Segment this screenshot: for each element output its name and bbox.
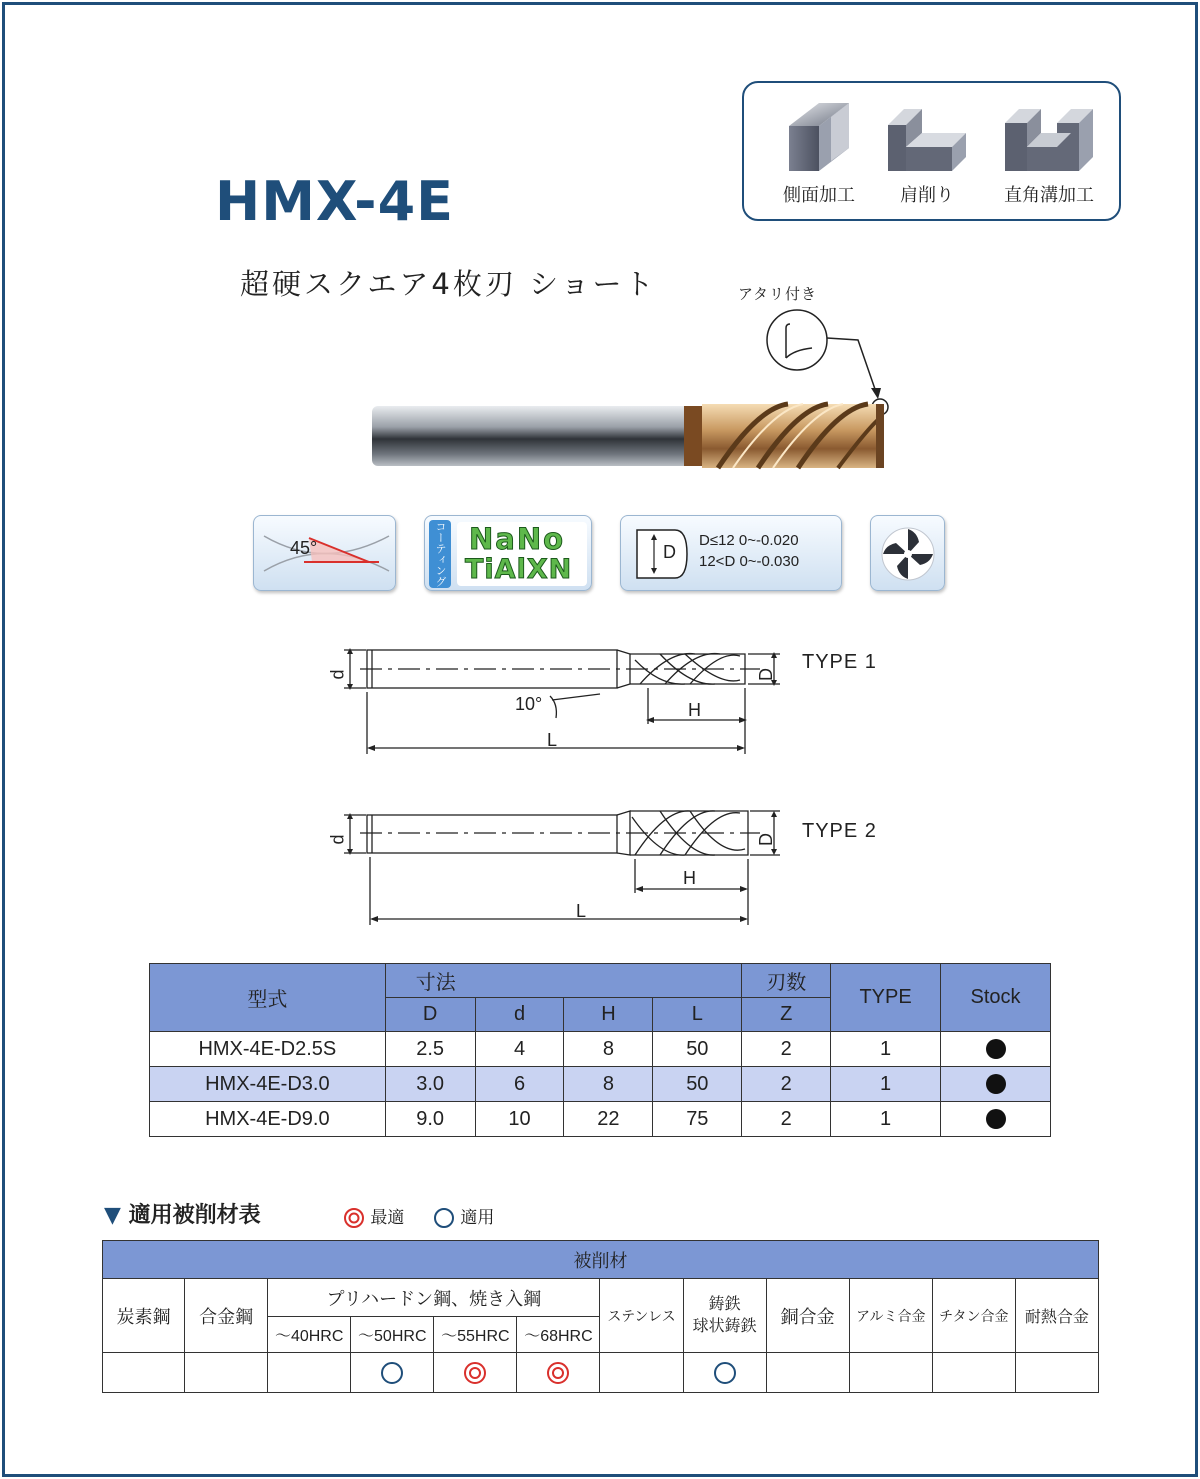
header-dimensions: 寸法 [385, 964, 742, 998]
cell-model: HMX-4E-D3.0 [150, 1067, 386, 1102]
type2-drawing [327, 805, 790, 930]
tolerance-line: D≤12 0~-0.020 [699, 532, 799, 549]
header-Z: Z [742, 998, 831, 1032]
slotting-icon [1001, 101, 1097, 173]
header-H: H [564, 998, 653, 1032]
cell-type: 1 [831, 1032, 941, 1067]
coating-line1: NaNo [469, 522, 566, 556]
cell-stock [941, 1102, 1051, 1137]
rating-cast-iron [683, 1353, 766, 1393]
side-milling-icon [779, 101, 859, 173]
legend-ok-label: 適用 [460, 1208, 495, 1228]
tolerance-badge [620, 515, 842, 591]
rating-68hrc [517, 1353, 600, 1393]
product-title: HMX-4E [215, 170, 455, 233]
col-aluminum-alloy: アルミ合金 [849, 1279, 932, 1353]
cell-L: 50 [653, 1032, 742, 1067]
rating-row [103, 1353, 1099, 1393]
type1-drawing [327, 640, 790, 760]
type1-H-label: H [688, 700, 701, 720]
col-50hrc: ～50HRC [351, 1317, 434, 1353]
rating-alloy-steel [185, 1353, 268, 1393]
cell-d: 4 [475, 1032, 564, 1067]
type2-d-label: d [327, 834, 348, 845]
triangle-down-icon: ▼ [104, 1203, 121, 1228]
cell-d: 10 [475, 1102, 564, 1137]
header-model: 型式 [150, 964, 386, 1032]
application-label: 直角溝加工 [1004, 185, 1094, 206]
header-D: D [385, 998, 475, 1032]
four-flute-icon [871, 516, 946, 592]
cell-stock [941, 1067, 1051, 1102]
rating-copper-alloy [766, 1353, 849, 1393]
col-cast-iron [683, 1279, 766, 1353]
type2-D-label: D [756, 833, 776, 846]
col-55hrc: ～55HRC [434, 1317, 517, 1353]
application-label: 側面加工 [783, 185, 855, 206]
legend-best [343, 1203, 404, 1229]
col-titanium-alloy: チタン合金 [932, 1279, 1015, 1353]
tolerance-symbol: D [663, 542, 676, 562]
application-label: 肩削り [900, 185, 954, 206]
type1-label: TYPE 1 [802, 651, 877, 673]
header-flutes: 刃数 [742, 964, 831, 998]
cell-D: 3.0 [385, 1067, 475, 1102]
cell-D: 2.5 [385, 1032, 475, 1067]
materials-heading [104, 1198, 261, 1229]
col-40hrc: ～40HRC [268, 1317, 351, 1353]
col-68hrc: ～68HRC [517, 1317, 600, 1353]
double-circle-icon [463, 1361, 487, 1385]
cell-Z: 2 [742, 1067, 831, 1102]
coating-line2: TiAlXN [465, 554, 573, 585]
application-panel [742, 81, 1121, 221]
circle-icon [380, 1361, 404, 1385]
coating-label: コーティング [429, 520, 451, 588]
coating-badge [424, 515, 592, 591]
cell-L: 75 [653, 1102, 742, 1137]
legend-ok [433, 1203, 494, 1229]
col-cast-iron-line1: 鋳鉄 [708, 1295, 741, 1313]
double-circle-icon [546, 1361, 570, 1385]
cell-Z: 2 [742, 1102, 831, 1137]
double-circle-icon [343, 1207, 365, 1229]
atari-label: アタリ付き [738, 285, 817, 303]
col-stainless: ステンレス [600, 1279, 683, 1353]
col-cast-iron-line2: 球状鋳鉄 [692, 1317, 757, 1335]
rating-stainless [600, 1353, 683, 1393]
col-carbon-steel: 炭素鋼 [103, 1279, 185, 1353]
type1-D-label: D [756, 668, 776, 681]
type2-L-label: L [576, 901, 587, 921]
tolerance-line: 12<D 0~-0.030 [699, 553, 800, 570]
stock-dot-icon [986, 1039, 1006, 1059]
application-side-milling [764, 101, 874, 207]
end-mill-image [368, 398, 898, 473]
cell-D: 9.0 [385, 1102, 475, 1137]
type2-label: TYPE 2 [802, 820, 877, 842]
rating-heat-resistant-alloy [1015, 1353, 1098, 1393]
product-subtitle: 超硬スクエア4枚刃 ショート [240, 267, 657, 301]
rating-carbon-steel [103, 1353, 185, 1393]
rating-titanium-alloy [932, 1353, 1015, 1393]
header-stock: Stock [941, 964, 1051, 1032]
col-hardened-steel: プリハードン鋼、焼き入鋼 [268, 1279, 600, 1317]
type1-d-label: d [327, 669, 348, 680]
cell-H: 22 [564, 1102, 653, 1137]
rating-50hrc [351, 1353, 434, 1393]
table-row [150, 1067, 1051, 1102]
stock-dot-icon [986, 1109, 1006, 1129]
materials-table [102, 1240, 1099, 1393]
cell-type: 1 [831, 1102, 941, 1137]
helix-angle-badge [253, 515, 396, 591]
cell-model: HMX-4E-D9.0 [150, 1102, 386, 1137]
tolerance-values [699, 530, 799, 572]
stock-dot-icon [986, 1074, 1006, 1094]
diameter-tolerance-icon [621, 516, 701, 592]
application-shoulder-milling [872, 101, 982, 207]
col-copper-alloy: 銅合金 [766, 1279, 849, 1353]
circle-icon [713, 1361, 737, 1385]
cell-model: HMX-4E-D2.5S [150, 1032, 386, 1067]
type1-L-label: L [547, 730, 558, 750]
type1-angle-label: 10° [515, 694, 543, 714]
header-type: TYPE [831, 964, 941, 1032]
cell-Z: 2 [742, 1032, 831, 1067]
materials-table-title: 被削材 [103, 1241, 1099, 1279]
header-L: L [653, 998, 742, 1032]
helix-angle-value: 45° [290, 538, 318, 558]
four-flute-badge [870, 515, 945, 591]
helix-angle-icon [254, 516, 397, 592]
rating-55hrc [434, 1353, 517, 1393]
cell-stock [941, 1032, 1051, 1067]
table-row [150, 1102, 1051, 1137]
spec-table [149, 963, 1051, 1137]
table-row [150, 1032, 1051, 1067]
type2-H-label: H [683, 868, 696, 888]
rating-aluminum-alloy [849, 1353, 932, 1393]
header-d: d [475, 998, 564, 1032]
cell-type: 1 [831, 1067, 941, 1102]
shoulder-milling-icon [882, 101, 972, 173]
col-alloy-steel: 合金鋼 [185, 1279, 268, 1353]
legend-best-label: 最適 [370, 1208, 405, 1228]
cell-L: 50 [653, 1067, 742, 1102]
col-heat-resistant-alloy: 耐熱合金 [1015, 1279, 1098, 1353]
cell-H: 8 [564, 1032, 653, 1067]
circle-icon [433, 1207, 455, 1229]
cell-H: 8 [564, 1067, 653, 1102]
rating-40hrc [268, 1353, 351, 1393]
application-slotting [994, 101, 1104, 207]
cell-d: 6 [475, 1067, 564, 1102]
materials-heading-text: 適用被削材表 [128, 1203, 261, 1228]
